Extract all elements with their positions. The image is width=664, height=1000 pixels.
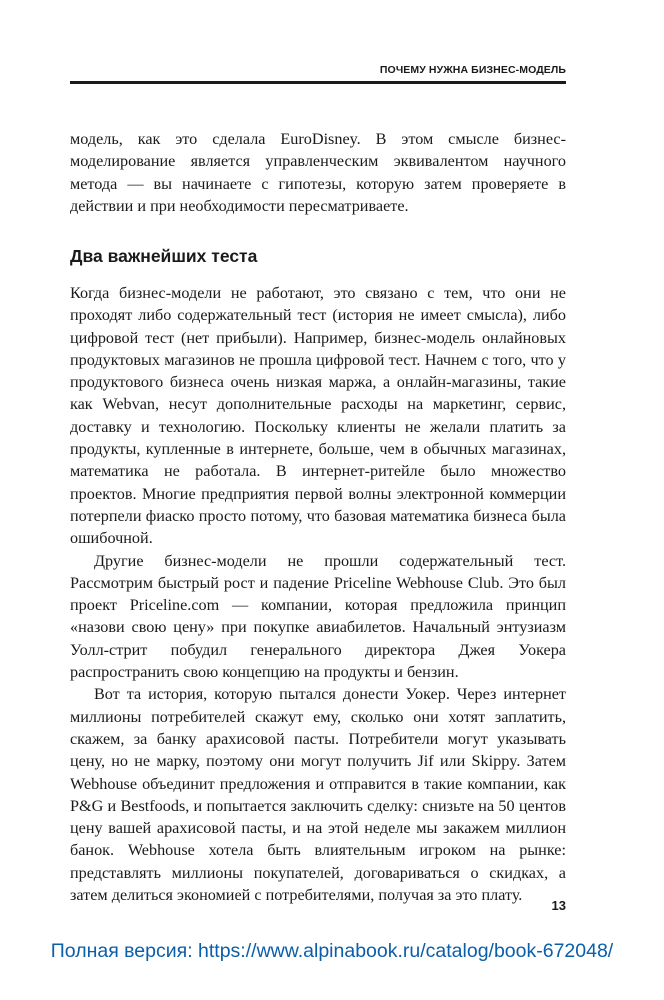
- section-title: Два важнейших теста: [70, 246, 258, 266]
- intro-paragraph: модель, как это сделала EuroDisney. В этом смысле бизнес-моделирование является управленческим эквивалентом научного метода — вы начинаете с гипотезы, которую затем проверяете в действии и при необходимости пересматриваете.: [70, 130, 566, 215]
- page-number: 13: [551, 898, 566, 913]
- intro-block: [70, 128, 566, 217]
- paragraph-1: Когда бизнес-модели не работают, это связано с тем, что они не проходят либо содержательный тест (история не имеет смысла), либо цифровой тест (нет прибыли). Например, бизнес-модель онлайновых продуктовых магазинов не прошла цифровой тест. Начнем с того, что у продуктового бизнеса очень низкая маржа, а онлайн-магазины, такие как Webvan, несут дополнительные расходы на маркетинг, сервис, доставку и технологию. Поскольку клиенты не желали платить за продукты, купленные в интернете, больше, чем в обычных магазинах, математика не работала. В интернет-ритейле было множество проектов. Многие предприятия первой волны электронной коммерции потерпели фиаско просто потому, что базовая математика бизнеса была ошибочной.: [70, 284, 566, 548]
- full-version-link[interactable]: Полная версия: https://www.alpinabook.ru/catalog/book-672048/: [50, 940, 614, 962]
- section-body: [70, 282, 566, 906]
- running-head: ПОЧЕМУ НУЖНА БИЗНЕС-МОДЕЛЬ: [379, 64, 566, 76]
- paragraph-2: Другие бизнес-модели не прошли содержательный тест. Рассмотрим быстрый рост и падение Priceline Webhouse Club. Это был проект Priceline.com — компании, которая предложила принцип «назови свою цену» при покупке авиабилетов. Начальный энтузиазм Уолл-стрит побудил генерального директора Джея Уокера распространить свою концепцию на продукты и бензин.: [70, 551, 566, 682]
- paragraph-3: Вот та история, которую пытался донести Уокер. Через интернет миллионы потребителей скажут ему, сколько они хотят заплатить, скажем, за банку арахисовой пасты. Потребители могут указывать цену, но не марку, поэтому они могут получить Jif или Skippy. Затем Webhouse объединит предложения и отправится в такие компании, как P&G и Bestfoods, и попытается заключить сделку: снизьте на 50 центов цену вашей арахисовой пасты, и на этой неделе мы закажем миллион банок. Webhouse хотела быть влиятельным игроком на рынке: представлять миллионы покупателей, договариваться о скидках, а затем делиться экономией с потребителями, получая за это плату.: [70, 685, 566, 905]
- header-rule: [70, 81, 566, 84]
